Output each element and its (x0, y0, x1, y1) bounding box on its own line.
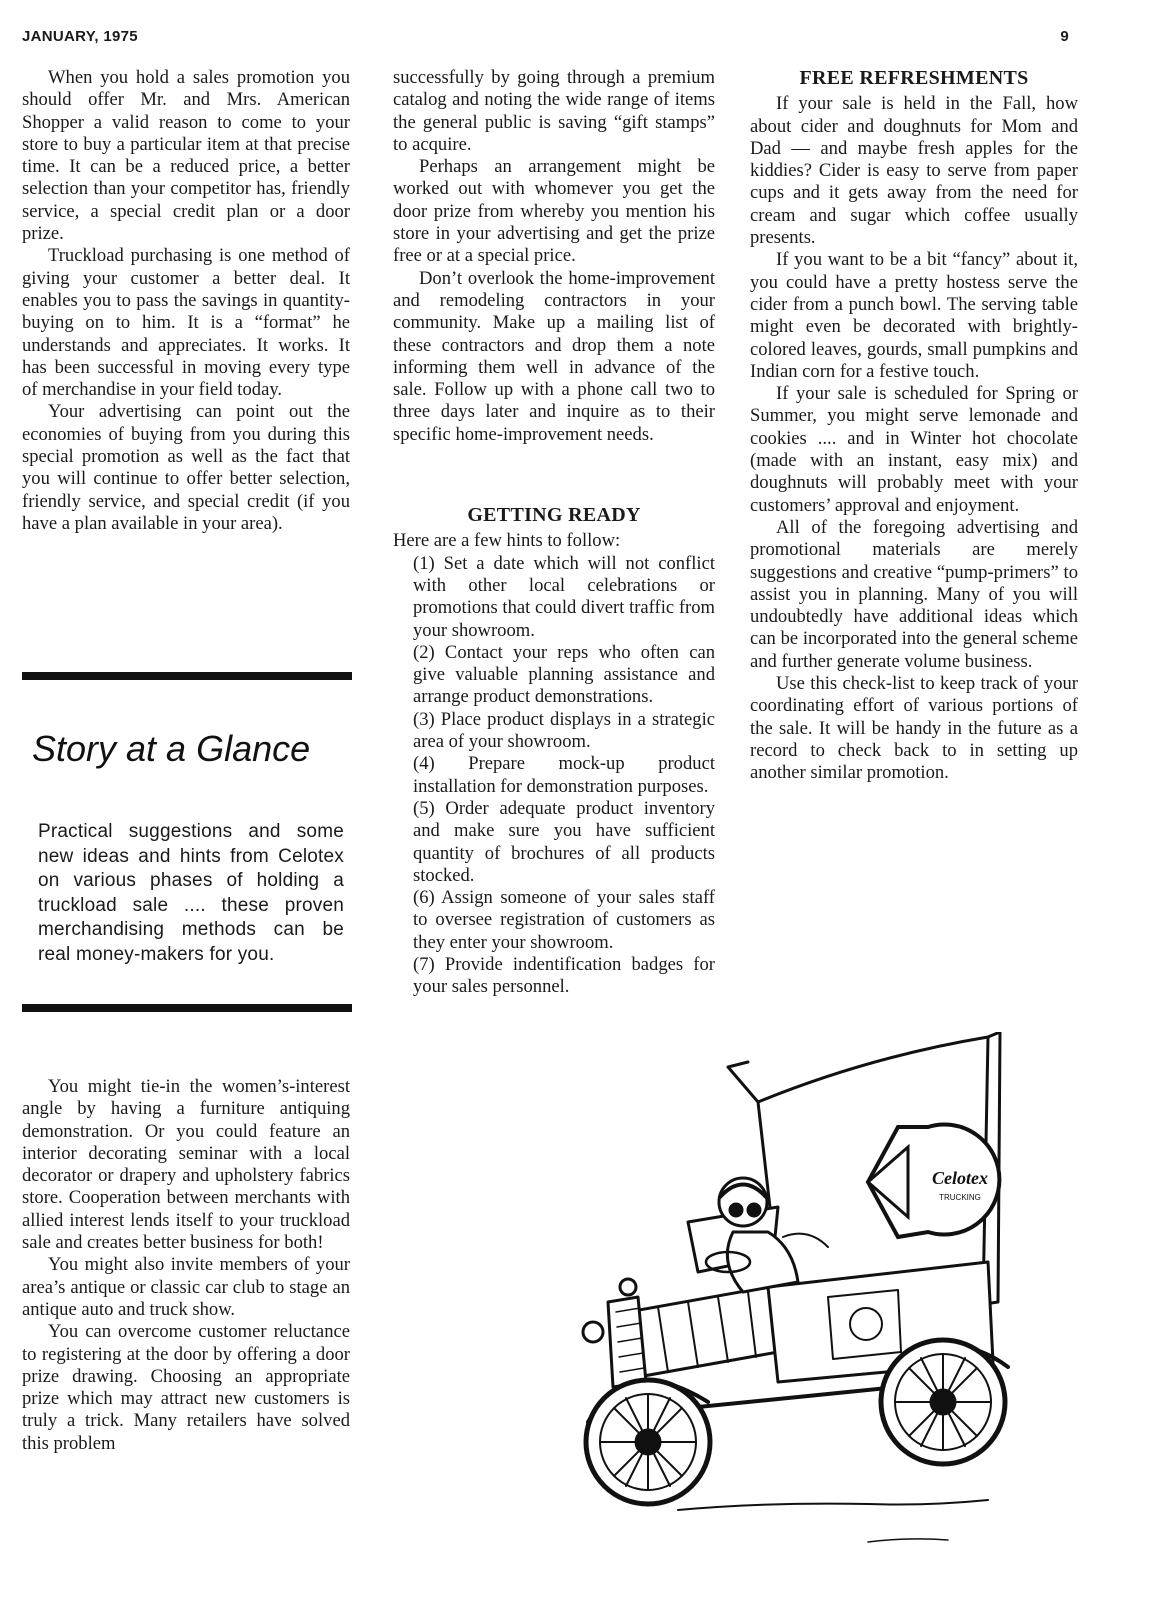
paragraph: You might also invite members of your area’s antique or classic car club to stage an antique auto and truck show. (22, 1254, 350, 1320)
paragraph: Your advertising can point out the economies of buying from you during this special promotion as well as the fact that you will continue to offer better selection, friendly service, and special credit (if you have a plan available in your area). (22, 401, 350, 534)
list-item: (5) Order adequate product inventory and make sure you have sufficient quantity of brochures of all products stocked. (413, 797, 715, 886)
paragraph: Use this check-list to keep track of your coordinating effort of various portions of the sale. It will be handy in the future as a record to check back to in setting up another similar promotion. (750, 673, 1078, 784)
list-item: (2) Contact your reps who often can give valuable planning assistance and arrange product demonstrations. (413, 641, 715, 708)
paragraph: Truckload purchasing is one method of giving your customer a better deal. It enables you to pass the savings in quantity-buying on to him. It is a “format” he understands and appreciates. It works. It has been successful in moving every type of merchandise in your field today. (22, 245, 350, 401)
list-item: (3) Place product displays in a strategic area of your showroom. (413, 708, 715, 753)
celotex-logo-text: Celotex (932, 1168, 988, 1188)
paragraph: Don’t overlook the home-improvement and remodeling contractors in your community. Make up a mailing list of these contractors and drop them a note informing them well in advance of the sale. Follow up with a phone call two to three days later and inquire as to their specific home-improvement needs. (393, 267, 715, 445)
column-1-text (22, 67, 350, 535)
paragraph: If your sale is scheduled for Spring or Summer, you might serve lemonade and cookies .... and in Winter hot chocolate (made with an instant, easy mix) and doughnuts will probably meet with your customers’ approval and enjoyment. (750, 383, 1078, 516)
page-number: 9 (1060, 28, 1069, 45)
paragraph: When you hold a sales promotion you should offer Mr. and Mrs. American Shopper a valid reason to come to your store to buy a particular item at that precise time. It can be a reduced price, a better selection than your competitor has, friendly service, a special credit plan or a door prize. (22, 67, 350, 245)
paragraph: You can overcome customer reluctance to registering at the door by offering a door prize drawing. Choosing an appropriate prize which may attract new customers is truly a trick. Many retailers have solved this problem (22, 1321, 350, 1454)
column-2-text (393, 67, 715, 999)
paragraph: If you want to be a bit “fancy” about it, you could have a pretty hostess serve the cider from a punch bowl. The serving table might even be decorated with brightly-colored leaves, gourds, small pumpkins and Indian corn for a festive touch. (750, 249, 1078, 382)
list-item: (4) Prepare mock-up product installation for demonstration purposes. (413, 753, 715, 797)
paragraph: If your sale is held in the Fall, how about cider and doughnuts for Mom and Dad — and maybe fresh apples for the kiddies? Cider is easy to serve from paper cups and it gets away from the need for cream and sugar which coffee usually presents. (750, 93, 1078, 249)
divider-rule-bottom (22, 1004, 352, 1012)
story-at-a-glance-body: Practical suggestions and some new ideas and hints from Celotex on various phases of holding a truckload sale .... these proven merchandising methods can be real money-makers for you. (38, 821, 344, 965)
column-1-lower-text (22, 1076, 350, 1455)
list-item: (7) Provide indentification badges for your sales personnel. (413, 953, 715, 998)
divider-rule-top (22, 672, 352, 680)
celotex-logo-subtext: TRUCKING (939, 1193, 981, 1202)
hints-intro: Here are a few hints to follow: (393, 530, 621, 552)
column-3-text (750, 67, 1078, 785)
paragraph: Perhaps an arrangement might be worked out with whomever you get the door prize from whereby you mention his store in your advertising and get the prize free or at a special price. (393, 156, 715, 267)
issue-date: JANUARY, 1975 (22, 28, 138, 45)
list-item: (6) Assign someone of your sales staff to oversee registration of customers as they enter your showroom. (413, 887, 715, 953)
paragraph: successfully by going through a premium catalog and noting the wide range of items the general public is saving “gift stamps” to acquire. (393, 67, 715, 155)
hints-list (393, 553, 715, 999)
getting-ready-heading: GETTING READY (467, 504, 641, 527)
list-item: (1) Set a date which will not conflict with other local celebrations or promotions that could divert traffic from your showroom. (413, 552, 715, 641)
antique-truck-illustration (568, 1032, 1068, 1580)
free-refreshments-heading: FREE REFRESHMENTS (799, 67, 1029, 89)
paragraph: All of the foregoing advertising and promotional materials are merely suggestions and creative “pump-primers” to assist you in planning. Many of you will undoubtedly have additional ideas which can be incorporated into the general scheme and further generate volume business. (750, 516, 1078, 672)
paragraph: You might tie-in the women’s-interest angle by having a furniture antiquing demonstration. Or you could feature an interior decorating seminar with a local decorator or drapery and upholstery fabrics store. Cooperation between merchants with allied interest lends itself to your truckload sale and creates better business for both! (22, 1076, 350, 1254)
story-at-a-glance-title: Story at a Glance (32, 728, 311, 769)
